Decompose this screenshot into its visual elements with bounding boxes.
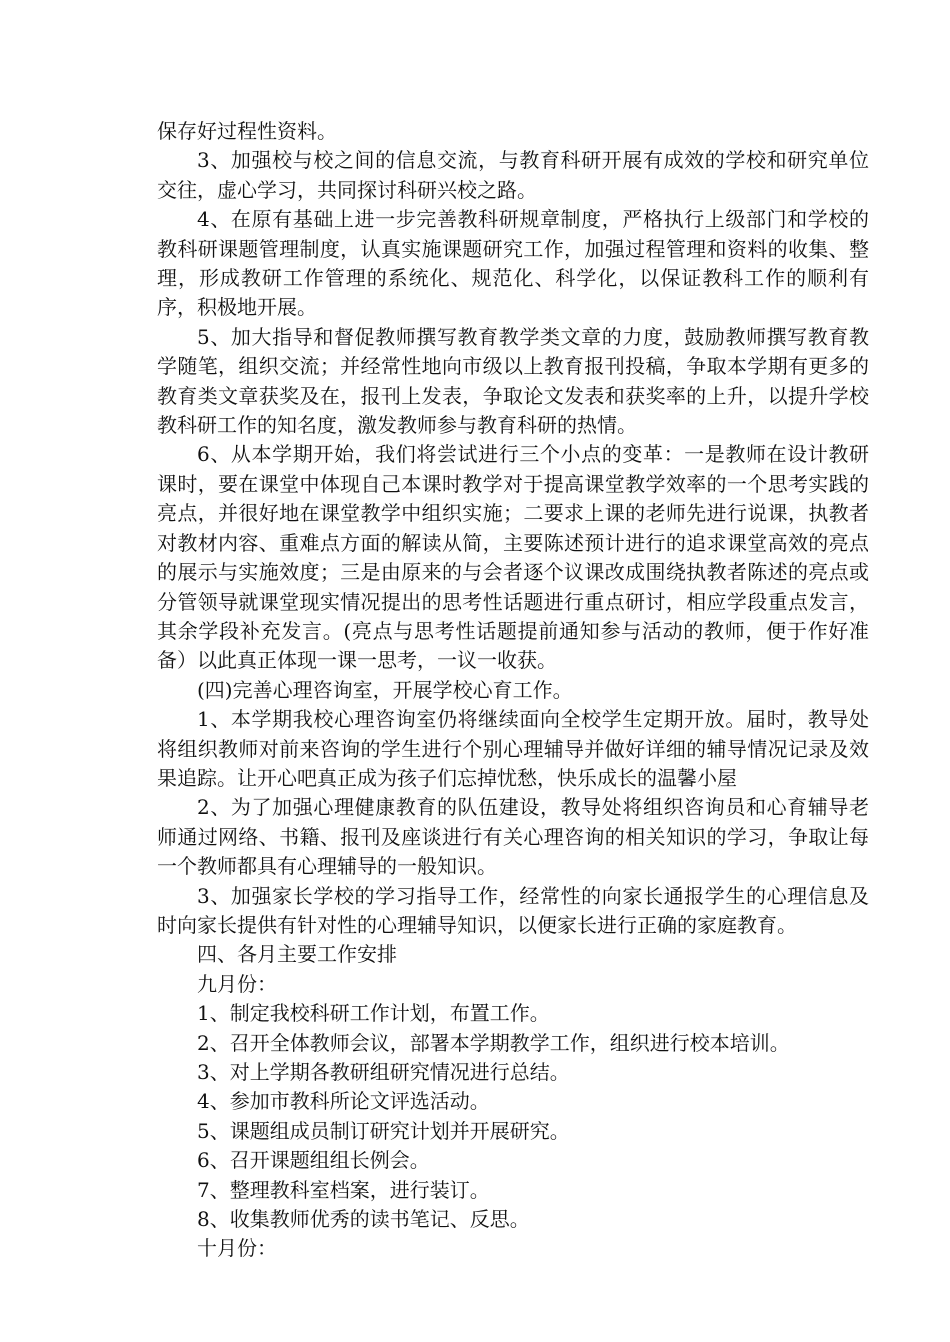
paragraph-2: 4、在原有基础上进一步完善教科研规章制度，严格执行上级部门和学校的教科研课题管理制度，认真实施课题研究工作，加强过程管理和资料的收集、整理，形成教研工作管理的系统化、规范化、科学化，以保证教科工作的顺利有序，积极地开展。 <box>157 207 869 320</box>
list-item: 8、收集教师优秀的读书笔记、反思。 <box>197 1207 530 1232</box>
month-heading-october: 十月份： <box>197 1236 277 1261</box>
section-heading-counseling: (四)完善心理咨询室，开展学校心育工作。 <box>197 677 573 702</box>
paragraph-7: 2、为了加强心理健康教育的队伍建设，教导处将组织咨询员和心育辅导老师通过网络、书籍、报刊及座谈进行有关心理咨询的相关知识的学习，争取让每一个教师都具有心理辅导的一般知识。 <box>157 795 869 879</box>
document-body <box>157 117 869 1264</box>
paragraph-0: 保存好过程性资料。 <box>157 119 337 143</box>
section-heading-monthly-plan: 四、各月主要工作安排 <box>197 942 397 967</box>
paragraph-3: 5、加大指导和督促教师撰写教育教学类文章的力度，鼓励教师撰写教育教学随笔，组织交流；并经常性地向市级以上教育报刊投稿，争取本学期有更多的教育类文章获奖及在，报刊上发表，争取论文发表和获奖率的上升，以提升学校教科研工作的知名度，激发教师参与教育科研的热情。 <box>157 324 869 438</box>
list-item: 1、制定我校科研工作计划，布置工作。 <box>197 1001 550 1026</box>
paragraph-8: 3、加强家长学校的学习指导工作，经常性的向家长通报学生的心理信息及时向家长提供有针对性的心理辅导知识，以便家长进行正确的家庭教育。 <box>157 883 869 937</box>
paragraph-6: 1、本学期我校心理咨询室仍将继续面向全校学生定期开放。届时，教导处将组织教师对前来咨询的学生进行个别心理辅导并做好详细的辅导情况记录及效果追踪。让开心吧真正成为孩子们忘掉忧愁，快乐成长的温馨小屋 <box>157 707 869 790</box>
paragraph-4: 6、从本学期开始，我们将尝试进行三个小点的变革：一是教师在设计教研课时，要在课堂中体现自己本课时教学对于提高课堂教学效率的一个思考实践的亮点，并很好地在课堂教学中组织实施；二要求上课的老师先进行说课，执教者对教材内容、重难点方面的解读从简，主要陈述预计进行的追求课堂高效的亮点的展示与实施效度；三是由原来的与会者逐个议课改成围绕执教者陈述的亮点或分管领导就课堂现实情况提出的思考性话题进行重点研讨，相应学段重点发言，其余学段补充发言。(亮点与思考性话题提前通知参与活动的教师，便于作好准备）以此真正体现一课一思考，一议一收获。 <box>157 442 869 673</box>
list-item: 4、参加市教科所论文评选活动。 <box>197 1089 490 1114</box>
list-item: 3、对上学期各教研组研究情况进行总结。 <box>197 1060 570 1084</box>
paragraph-1: 3、加强校与校之间的信息交流，与教育科研开展有成效的学校和研究单位交往，虚心学习，共同探讨科研兴校之路。 <box>157 148 869 202</box>
list-item: 6、召开课题组组长例会。 <box>197 1148 430 1173</box>
month-heading-september: 九月份： <box>197 971 277 996</box>
list-item: 7、整理教科室档案，进行装订。 <box>197 1177 490 1202</box>
list-item: 5、课题组成员制订研究计划并开展研究。 <box>197 1118 570 1143</box>
list-item: 2、召开全体教师会议，部署本学期教学工作，组织进行校本培训。 <box>197 1030 790 1055</box>
